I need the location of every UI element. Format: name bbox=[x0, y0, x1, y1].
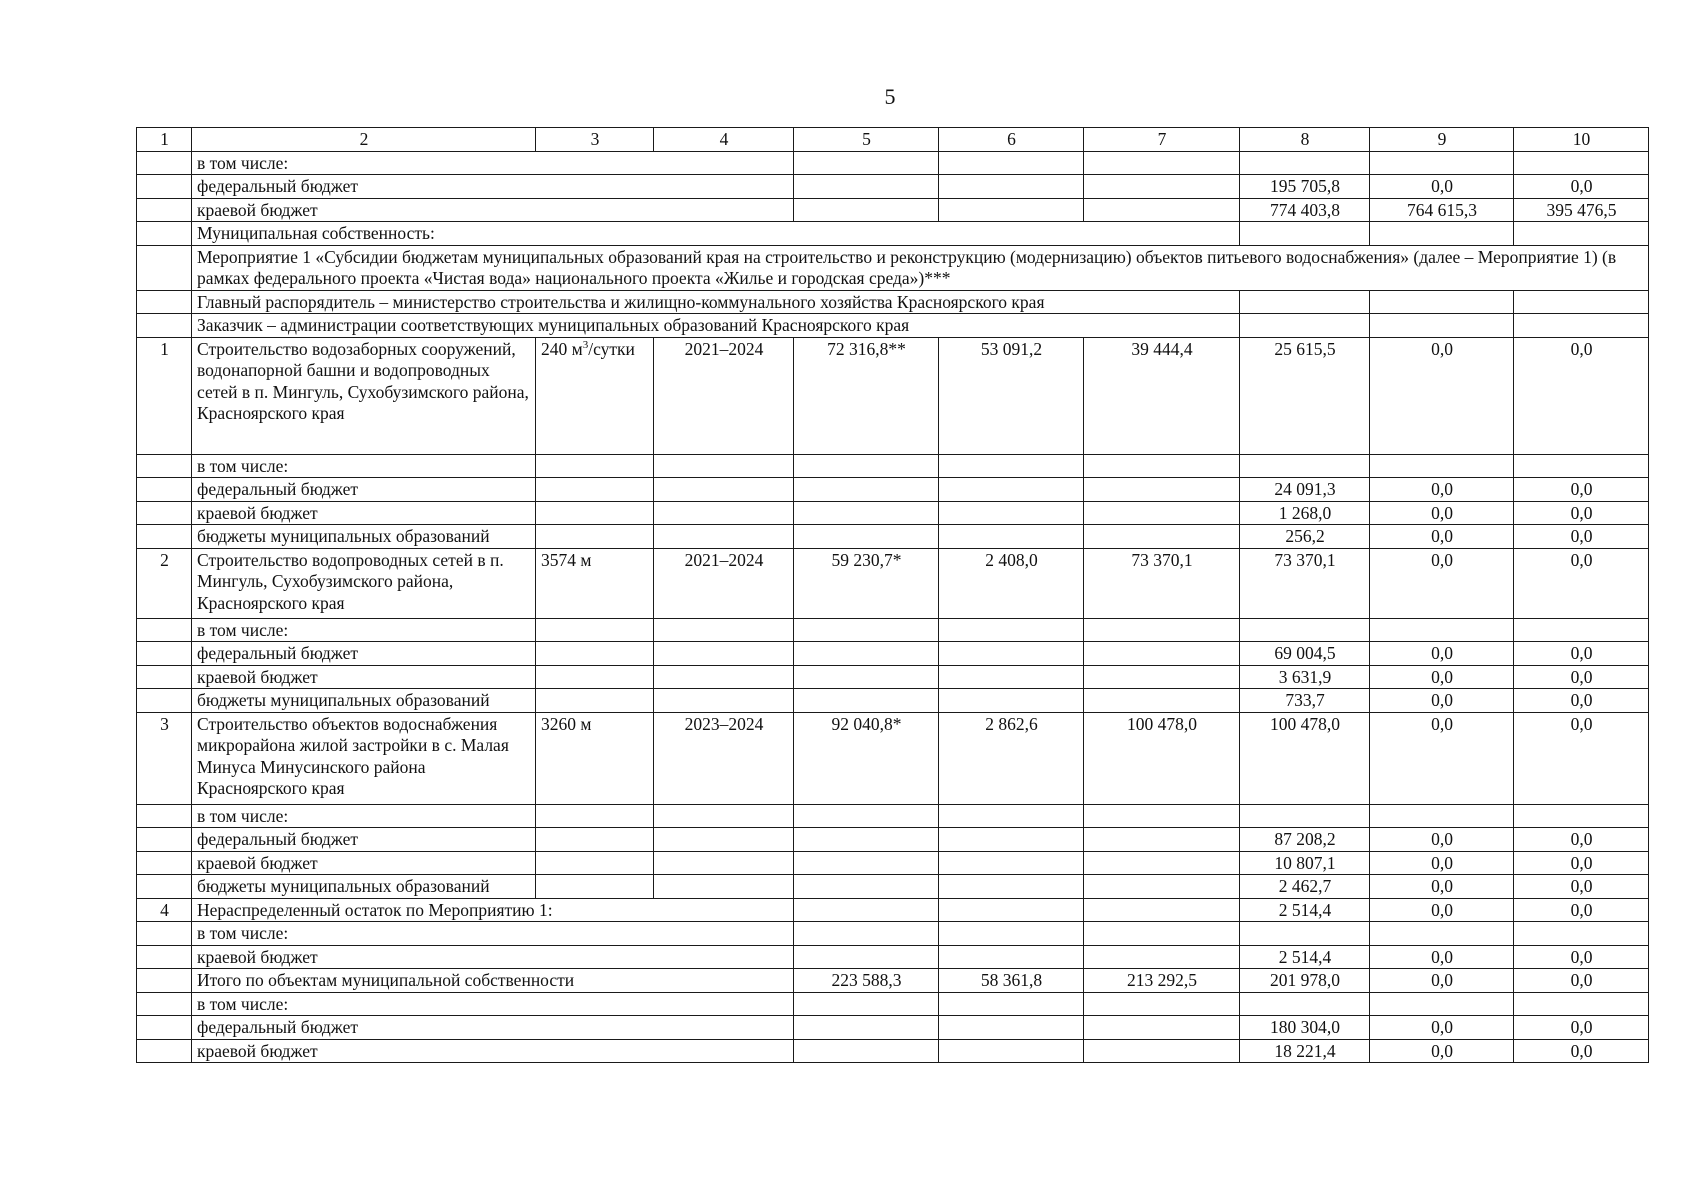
cell-value: 256,2 bbox=[1240, 525, 1370, 549]
object-period: 2023–2024 bbox=[654, 712, 794, 804]
cell-value: 774 403,8 bbox=[1240, 198, 1370, 222]
table-row bbox=[137, 618, 1649, 642]
row-label: краевой бюджет bbox=[192, 945, 794, 969]
object-name: Строительство водопроводных сетей в п. Мингуль, Сухобузимского района, Красноярского края bbox=[192, 548, 536, 618]
total-row bbox=[137, 969, 1649, 993]
cell-value: 58 361,8 bbox=[939, 969, 1084, 993]
table-row bbox=[137, 290, 1649, 314]
object-row bbox=[137, 712, 1649, 804]
cell-value: 0,0 bbox=[1514, 501, 1649, 525]
cell-value: 0,0 bbox=[1370, 478, 1514, 502]
cell-value: 0,0 bbox=[1514, 1016, 1649, 1040]
cell-value: 24 091,3 bbox=[1240, 478, 1370, 502]
table-row bbox=[137, 151, 1649, 175]
cell-value: 10 807,1 bbox=[1240, 851, 1370, 875]
cell-value: 0,0 bbox=[1370, 898, 1514, 922]
table-row bbox=[137, 689, 1649, 713]
including-label: в том числе: bbox=[192, 922, 794, 946]
table-row bbox=[137, 175, 1649, 199]
header-cell: 7 bbox=[1084, 128, 1240, 152]
cell-value: 2 462,7 bbox=[1240, 875, 1370, 899]
row-label: федеральный бюджет bbox=[192, 175, 794, 199]
cell-value: 3 631,9 bbox=[1240, 665, 1370, 689]
page-number: 5 bbox=[884, 84, 896, 109]
table-row bbox=[137, 642, 1649, 666]
cell-value: 733,7 bbox=[1240, 689, 1370, 713]
cell-value: 2 862,6 bbox=[939, 712, 1084, 804]
customer-line: Заказчик – администрации соответствующих муниципальных образований Красноярского края bbox=[192, 314, 1240, 338]
cell-value: 0,0 bbox=[1370, 642, 1514, 666]
including-label: в том числе: bbox=[192, 454, 536, 478]
cell-value: 0,0 bbox=[1370, 665, 1514, 689]
row-label: краевой бюджет bbox=[192, 198, 794, 222]
header-cell: 1 bbox=[137, 128, 192, 152]
table-row bbox=[137, 1016, 1649, 1040]
table-row bbox=[137, 945, 1649, 969]
cell-value: 0,0 bbox=[1514, 665, 1649, 689]
header-cell: 6 bbox=[939, 128, 1084, 152]
cell-value: 0,0 bbox=[1370, 851, 1514, 875]
header-cell: 10 bbox=[1514, 128, 1649, 152]
table-row bbox=[137, 828, 1649, 852]
cell-value: 0,0 bbox=[1370, 969, 1514, 993]
row-label: федеральный бюджет bbox=[192, 828, 536, 852]
cell-value: 0,0 bbox=[1514, 642, 1649, 666]
row-label: федеральный бюджет bbox=[192, 642, 536, 666]
cell-value: 0,0 bbox=[1514, 175, 1649, 199]
cell-value: 25 615,5 bbox=[1240, 337, 1370, 454]
cell-value: 0,0 bbox=[1514, 969, 1649, 993]
table-row bbox=[137, 198, 1649, 222]
cell-value: 69 004,5 bbox=[1240, 642, 1370, 666]
including-label: в том числе: bbox=[192, 151, 794, 175]
table-row bbox=[137, 922, 1649, 946]
cell-value: 0,0 bbox=[1370, 525, 1514, 549]
cell-value: 0,0 bbox=[1514, 875, 1649, 899]
row-index: 1 bbox=[137, 337, 192, 454]
cell-value: 0,0 bbox=[1370, 945, 1514, 969]
cell-value: 0,0 bbox=[1514, 1039, 1649, 1063]
cell-value: 1 268,0 bbox=[1240, 501, 1370, 525]
cell-value: 213 292,5 bbox=[1084, 969, 1240, 993]
object-period: 2021–2024 bbox=[654, 548, 794, 618]
table-row bbox=[137, 501, 1649, 525]
cell-value: 0,0 bbox=[1370, 548, 1514, 618]
object-row bbox=[137, 337, 1649, 454]
cell-value: 100 478,0 bbox=[1240, 712, 1370, 804]
event-title: Мероприятие 1 «Субсидии бюджетам муниципальных образований края на строительство и реконструкцию (модернизацию) объектов питьевого водоснабжения» (далее – Мероприятие 1) (в рамках федерального проекта «Чистая вода» национального проекта «Жилье и городская среда»)*** bbox=[192, 245, 1649, 290]
table-row bbox=[137, 222, 1649, 246]
header-cell: 9 bbox=[1370, 128, 1514, 152]
including-label: в том числе: bbox=[192, 618, 536, 642]
table-row bbox=[137, 992, 1649, 1016]
section-title: Муниципальная собственность: bbox=[192, 222, 1240, 246]
object-period: 2021–2024 bbox=[654, 337, 794, 454]
header-cell: 4 bbox=[654, 128, 794, 152]
cell-value: 73 370,1 bbox=[1084, 548, 1240, 618]
cell-value: 72 316,8** bbox=[794, 337, 939, 454]
cell-value: 180 304,0 bbox=[1240, 1016, 1370, 1040]
table-row bbox=[137, 665, 1649, 689]
row-index: 2 bbox=[137, 548, 192, 618]
header-row bbox=[137, 128, 1649, 152]
cell-value: 0,0 bbox=[1514, 525, 1649, 549]
row-label: краевой бюджет bbox=[192, 851, 536, 875]
cell-value: 395 476,5 bbox=[1514, 198, 1649, 222]
cell-value: 18 221,4 bbox=[1240, 1039, 1370, 1063]
cell-value: 0,0 bbox=[1514, 478, 1649, 502]
object-capacity: 240 $м^3$/сутки bbox=[536, 337, 654, 454]
manager-line: Главный распорядитель – министерство строительства и жилищно-коммунального хозяйства Красноярского края bbox=[192, 290, 1240, 314]
row-label: краевой бюджет bbox=[192, 501, 536, 525]
cell-value: 0,0 bbox=[1370, 875, 1514, 899]
cell-value: 0,0 bbox=[1514, 712, 1649, 804]
cell-value: 0,0 bbox=[1514, 851, 1649, 875]
remainder-label: Нераспределенный остаток по Мероприятию 1: bbox=[192, 898, 794, 922]
cell-value: 59 230,7* bbox=[794, 548, 939, 618]
row-index: 3 bbox=[137, 712, 192, 804]
cell-value: 0,0 bbox=[1370, 501, 1514, 525]
cell-value: 0,0 bbox=[1370, 712, 1514, 804]
row-label: бюджеты муниципальных образований bbox=[192, 525, 536, 549]
header-cell: 5 bbox=[794, 128, 939, 152]
header-cell: 2 bbox=[192, 128, 536, 152]
table-row bbox=[137, 314, 1649, 338]
cell-value: 73 370,1 bbox=[1240, 548, 1370, 618]
cell-value: 0,0 bbox=[1514, 898, 1649, 922]
including-label: в том числе: bbox=[192, 804, 536, 828]
cell-value: 2 514,4 bbox=[1240, 945, 1370, 969]
table-row bbox=[137, 875, 1649, 899]
cell-value: 0,0 bbox=[1370, 175, 1514, 199]
header-cell: 3 bbox=[536, 128, 654, 152]
row-label: краевой бюджет bbox=[192, 1039, 794, 1063]
row-index: 4 bbox=[137, 898, 192, 922]
cell-value: 0,0 bbox=[1514, 945, 1649, 969]
header-cell: 8 bbox=[1240, 128, 1370, 152]
budget-table bbox=[136, 127, 1649, 1063]
cell-value: 0,0 bbox=[1514, 548, 1649, 618]
cell-value: 0,0 bbox=[1370, 337, 1514, 454]
table-row bbox=[137, 898, 1649, 922]
cell-value: 87 208,2 bbox=[1240, 828, 1370, 852]
cell-value: 0,0 bbox=[1370, 1039, 1514, 1063]
cell-value: 195 705,8 bbox=[1240, 175, 1370, 199]
table-row bbox=[137, 851, 1649, 875]
cell-value: 0,0 bbox=[1514, 337, 1649, 454]
cell-value: 223 588,3 bbox=[794, 969, 939, 993]
cell-value: 201 978,0 bbox=[1240, 969, 1370, 993]
row-label: краевой бюджет bbox=[192, 665, 536, 689]
cell-value: 0,0 bbox=[1514, 689, 1649, 713]
table-row bbox=[137, 245, 1649, 290]
object-capacity: 3574 м bbox=[536, 548, 654, 618]
cell-value: 92 040,8* bbox=[794, 712, 939, 804]
cell-value: 53 091,2 bbox=[939, 337, 1084, 454]
object-name: Строительство объектов водоснабжения микрорайона жилой застройки в с. Малая Минуса Минусинского района Красноярского края bbox=[192, 712, 536, 804]
cell-value: 0,0 bbox=[1370, 689, 1514, 713]
row-label: федеральный бюджет bbox=[192, 478, 536, 502]
table-row bbox=[137, 525, 1649, 549]
cell-value: 2 514,4 bbox=[1240, 898, 1370, 922]
cell-value: 0,0 bbox=[1514, 828, 1649, 852]
cell-value: 0,0 bbox=[1370, 828, 1514, 852]
total-label: Итого по объектам муниципальной собственности bbox=[192, 969, 794, 993]
cell-value: 2 408,0 bbox=[939, 548, 1084, 618]
cell-value: 0,0 bbox=[1370, 1016, 1514, 1040]
table-row bbox=[137, 1039, 1649, 1063]
object-row bbox=[137, 548, 1649, 618]
row-label: федеральный бюджет bbox=[192, 1016, 794, 1040]
cell-value: 764 615,3 bbox=[1370, 198, 1514, 222]
object-name: Строительство водозаборных сооружений, водонапорной башни и водопроводных сетей в п. Мингуль, Сухобузимского района, Красноярского края bbox=[192, 337, 536, 454]
including-label: в том числе: bbox=[192, 992, 794, 1016]
cell-value: 39 444,4 bbox=[1084, 337, 1240, 454]
row-label: бюджеты муниципальных образований bbox=[192, 875, 536, 899]
row-label: бюджеты муниципальных образований bbox=[192, 689, 536, 713]
table-row bbox=[137, 478, 1649, 502]
object-capacity: 3260 м bbox=[536, 712, 654, 804]
table-row bbox=[137, 454, 1649, 478]
table-row bbox=[137, 804, 1649, 828]
cell-value: 100 478,0 bbox=[1084, 712, 1240, 804]
